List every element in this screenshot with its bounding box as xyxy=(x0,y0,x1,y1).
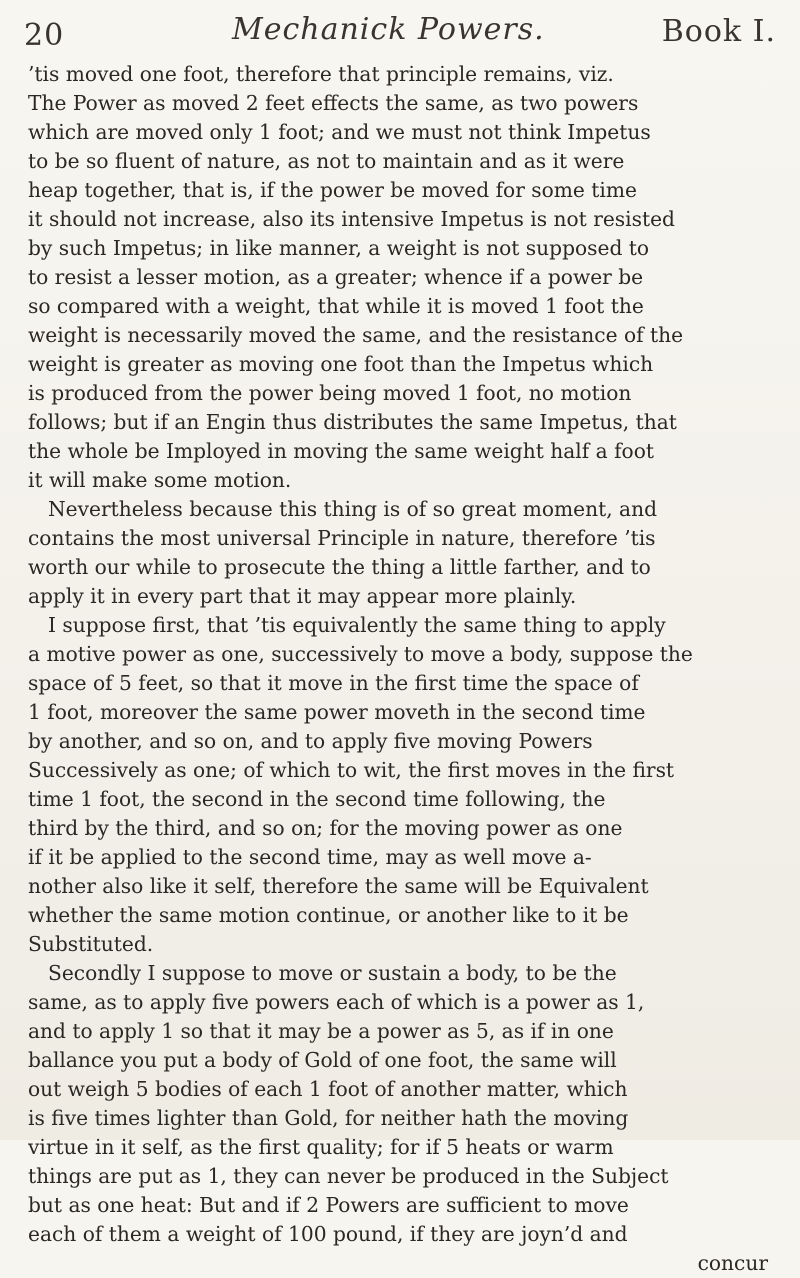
text-line: but as one heat: But and if 2 Powers are sufficient to move xyxy=(28,1193,629,1217)
text-line: The Power as moved 2 feet effects the same, as two powers xyxy=(28,91,639,115)
text-line: concur xyxy=(697,1251,768,1275)
text-line: Nevertheless because this thing is of so great moment, and xyxy=(48,497,657,521)
text-line: which are moved only 1 foot; and we must not think Impetus xyxy=(28,120,651,144)
running-title: Mechanick Powers. xyxy=(232,12,545,47)
text-line: contains the most universal Principle in nature, therefore ’tis xyxy=(28,526,656,550)
text-line: ’tis moved one foot, therefore that principle remains, viz. xyxy=(28,62,614,86)
text-line: each of them a weight of 100 pound, if they are joyn’d and xyxy=(28,1222,628,1246)
text-line: to resist a lesser motion, as a greater; whence if a power be xyxy=(28,265,644,289)
text-line: weight is greater as moving one foot than the Impetus which xyxy=(28,352,654,376)
text-line: apply it in every part that it may appear more plainly. xyxy=(28,584,577,608)
text-line: worth our while to prosecute the thing a little farther, and to xyxy=(28,555,651,579)
text-line: it will make some motion. xyxy=(28,468,292,492)
text-line: it should not increase, also its intensive Impetus is not resisted xyxy=(28,207,675,231)
text-line: the whole be Imployed in moving the same weight half a foot xyxy=(28,439,654,463)
text-line: whether the same motion continue, or another like to it be xyxy=(28,903,629,927)
text-line: third by the third, and so on; for the moving power as one xyxy=(28,816,623,840)
text-line: Secondly I suppose to move or sustain a body, to be the xyxy=(48,961,617,985)
text-line: space of 5 feet, so that it move in the first time the space of xyxy=(28,671,639,695)
text-line: Successively as one; of which to wit, the first moves in the first xyxy=(28,758,675,782)
text-line: a motive power as one, successively to move a body, suppose the xyxy=(28,642,693,666)
text-line: if it be applied to the second time, may as well move a- xyxy=(28,845,592,869)
text-line: Substituted. xyxy=(28,932,154,956)
text-line: follows; but if an Engin thus distributes the same Impetus, that xyxy=(28,410,677,434)
text-line: so compared with a weight, that while it is moved 1 foot the xyxy=(28,294,644,318)
book-label: Book I. xyxy=(661,14,776,49)
text-line: virtue in it self, as the first quality; for if 5 heats or warm xyxy=(28,1135,614,1159)
text-line: heap together, that is, if the power be moved for some time xyxy=(28,178,637,202)
text-line: I suppose first, that ’tis equivalently the same thing to apply xyxy=(48,613,666,637)
text-line: to be so fluent of nature, as not to maintain and as it were xyxy=(28,149,625,173)
text-line: and to apply 1 so that it may be a power as 5, as if in one xyxy=(28,1019,614,1043)
text-line: by another, and so on, and to apply five moving Powers xyxy=(28,729,593,753)
text-line: 1 foot, moreover the same power moveth in the second time xyxy=(28,700,646,724)
page-number: 20 xyxy=(24,18,65,53)
page-header xyxy=(24,12,776,62)
text-line: weight is necessarily moved the same, and the resistance of the xyxy=(28,323,684,347)
text-line: by such Impetus; in like manner, a weight is not supposed to xyxy=(28,236,650,260)
text-line: ballance you put a body of Gold of one foot, the same will xyxy=(28,1048,617,1072)
text-line: is produced from the power being moved 1 foot, no motion xyxy=(28,381,632,405)
text-line: time 1 foot, the second in the second time following, the xyxy=(28,787,606,811)
body-text xyxy=(28,60,776,1278)
text-line: same, as to apply five powers each of which is a power as 1, xyxy=(28,990,645,1014)
text-line: things are put as 1, they can never be produced in the Subject xyxy=(28,1164,669,1188)
text-line: out weigh 5 bodies of each 1 foot of another matter, which xyxy=(28,1077,628,1101)
text-line: nother also like it self, therefore the same will be Equivalent xyxy=(28,874,649,898)
text-line: is five times lighter than Gold, for neither hath the moving xyxy=(28,1106,629,1130)
